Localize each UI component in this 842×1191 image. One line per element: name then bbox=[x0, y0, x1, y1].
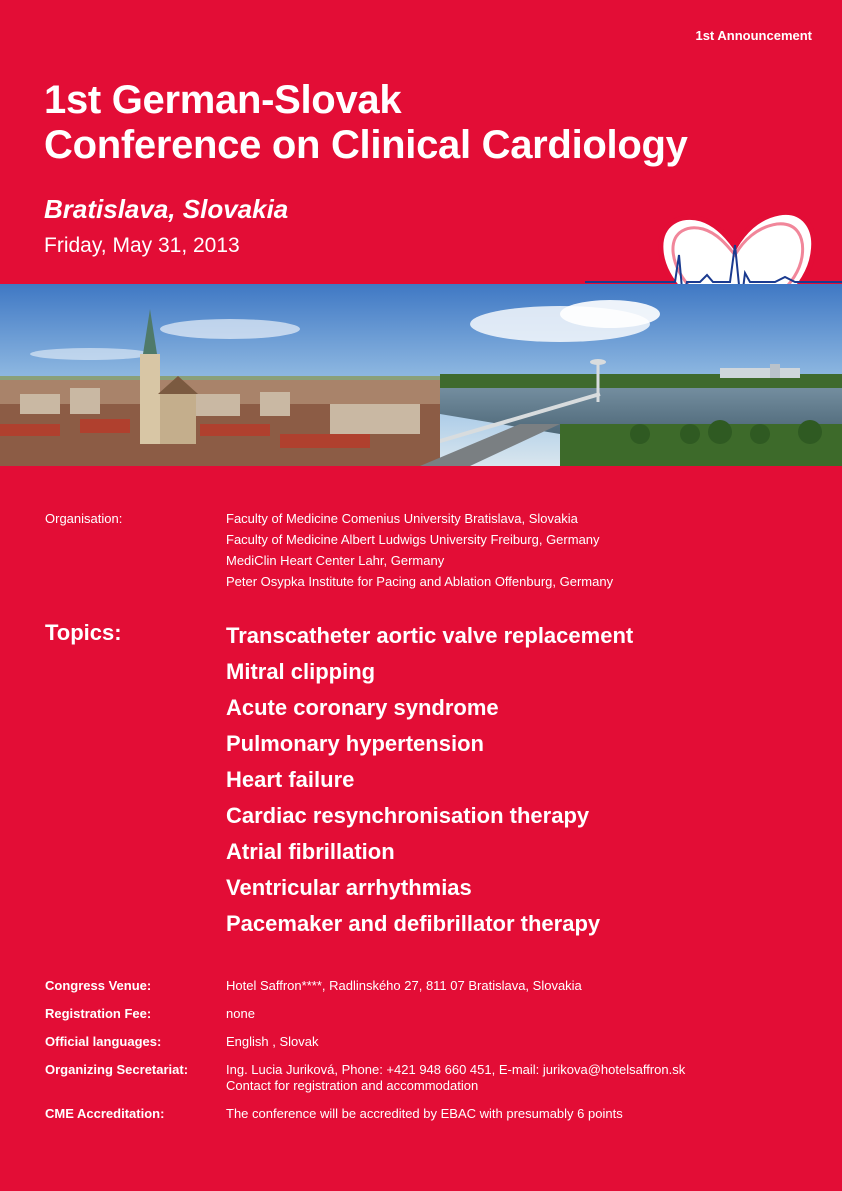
languages-row bbox=[45, 1034, 825, 1050]
venue-value: Hotel Saffron****, Radlinského 27, 811 07 Bratislava, Slovakia bbox=[226, 978, 582, 993]
title-line-2: Conference on Clinical Cardiology bbox=[44, 123, 688, 167]
secretariat-row bbox=[45, 1062, 825, 1094]
secretariat-contact: Ing. Lucia Juriková, Phone: +421 948 660 451, E-mail: jurikova@hotelsaffron.sk bbox=[226, 1062, 686, 1077]
organisation-item: Faculty of Medicine Albert Ludwigs University Freiburg, Germany bbox=[226, 532, 600, 547]
bratislava-panorama-image bbox=[0, 284, 842, 466]
details-section bbox=[45, 978, 825, 1134]
secretariat-value bbox=[226, 1062, 685, 1094]
topic-item: Cardiac resynchronisation therapy bbox=[226, 803, 590, 828]
organisation-label: Organisation: bbox=[45, 511, 123, 526]
topic-item: Mitral clipping bbox=[226, 659, 376, 684]
title-line-1: 1st German-Slovak bbox=[44, 78, 402, 122]
languages-label: Official languages: bbox=[45, 1034, 162, 1049]
topic-item: Ventricular arrhythmias bbox=[226, 875, 472, 900]
topics-section bbox=[45, 618, 825, 942]
topic-item: Pulmonary hypertension bbox=[226, 731, 484, 756]
topic-item: Heart failure bbox=[226, 767, 355, 792]
languages-value: English , Slovak bbox=[226, 1034, 319, 1049]
announcement-label: 1st Announcement bbox=[695, 28, 812, 43]
organisation-list bbox=[226, 508, 613, 592]
fee-row bbox=[45, 1006, 825, 1022]
cme-row bbox=[45, 1106, 825, 1122]
fee-value: none bbox=[226, 1006, 255, 1021]
topic-item: Acute coronary syndrome bbox=[226, 695, 499, 720]
conference-date: Friday, May 31, 2013 bbox=[44, 234, 240, 257]
topics-list bbox=[226, 618, 633, 942]
organisation-item: Faculty of Medicine Comenius University Bratislava, Slovakia bbox=[226, 511, 578, 526]
organisation-item: Peter Osypka Institute for Pacing and Ablation Offenburg, Germany bbox=[226, 574, 614, 589]
organisation-item: MediClin Heart Center Lahr, Germany bbox=[226, 553, 445, 568]
page-title bbox=[44, 78, 688, 168]
topic-item: Pacemaker and defibrillator therapy bbox=[226, 911, 601, 936]
cme-value: The conference will be accredited by EBAC with presumably 6 points bbox=[226, 1106, 623, 1121]
fee-label: Registration Fee: bbox=[45, 1006, 152, 1021]
cme-label: CME Accreditation: bbox=[45, 1106, 165, 1121]
topics-label: Topics: bbox=[45, 620, 122, 645]
conference-city: Bratislava, Slovakia bbox=[44, 194, 289, 224]
venue-label: Congress Venue: bbox=[45, 978, 152, 993]
topic-item: Transcatheter aortic valve replacement bbox=[226, 623, 634, 648]
organisation-section bbox=[45, 508, 825, 592]
secretariat-note: Contact for registration and accommodation bbox=[226, 1078, 479, 1093]
venue-row bbox=[45, 978, 825, 994]
secretariat-label: Organizing Secretariat: bbox=[45, 1062, 189, 1077]
topic-item: Atrial fibrillation bbox=[226, 839, 395, 864]
